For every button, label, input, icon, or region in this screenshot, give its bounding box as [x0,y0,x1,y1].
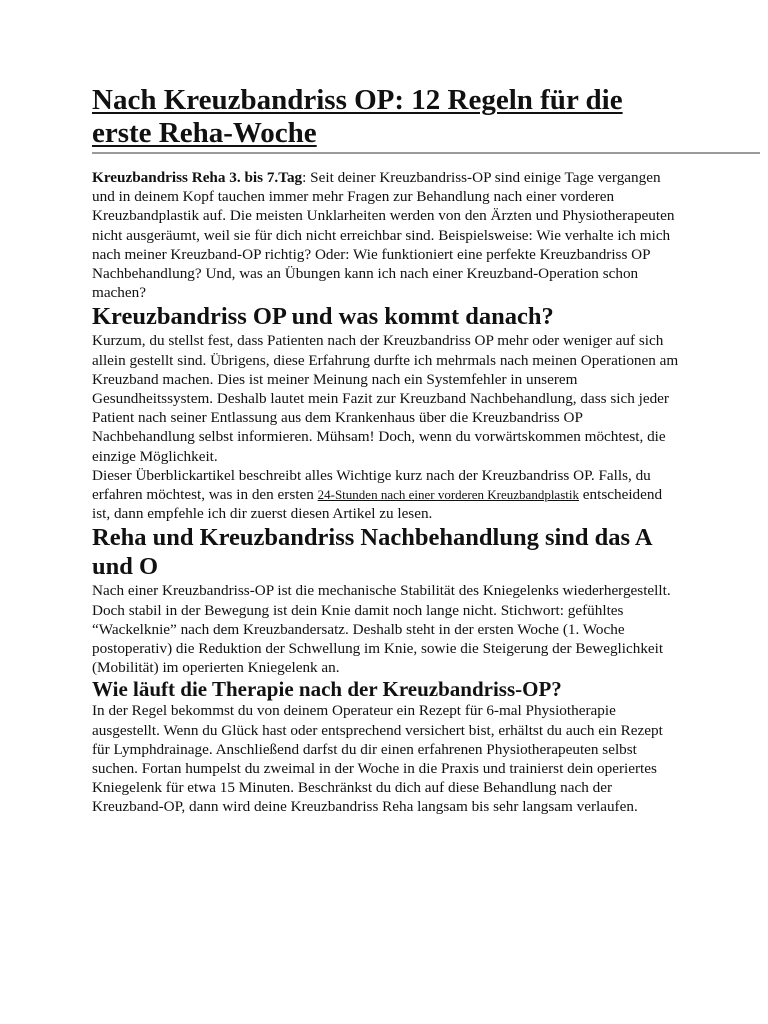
section2-paragraph: Nach einer Kreuzbandriss-OP ist die mechanische Stabilität des Kniegelenks wiederhergestellt. Doch stabil in der Bewegung ist dein Knie damit noch lange nicht. Stichwort: gefühltes “Wackelknie” nach dem Kreuzbandersatz. Deshalb steht in der ersten Woche (1. Woche postoperativ) die Reduktion der Schwellung im Knie, sowie die Steigerung der Beweglichkeit (Mobilität) im operierten Kniegelenk an. [92,582,671,677]
article-link-24-stunden[interactable]: 24-Stunden nach einer vorderen Kreuzbandplastik [317,487,579,503]
title-divider [92,152,760,154]
section1-paragraph-1: Kurzum, du stellst fest, dass Patienten nach der Kreuzbandriss OP mehr oder weniger auf sich allein gestellt sind. Übrigens, diese Erfahrung durfte ich mehrmals nach meinen Operationen am Kreuzband machen. Dies ist meiner Meinung nach ein Systemfehler in unserem Gesundheitssystem. Deshalb lautet mein Fazit zur Kreuzband Nachbehandlung, dass sich jeder Patient nach seiner Entlassung aus dem Krankenhaus über die Kreuzbandriss OP Nachbehandlung selbst informieren. Mühsam! Doch, wenn du vorwärtskommen möchtest, die einzige Möglichkeit. [92,332,679,465]
section3-paragraph: In der Regel bekommst du von deinem Operateur ein Rezept für 6-mal Physiotherapie ausgestellt. Wenn du Glück hast oder entsprechend versichert bist, erhältst du auch ein Rezept für Lymphdrainage. Anschließend darfst du dir einen erfahrenen Physiotherapeuten selbst suchen. Fortan humpelst du zweimal in der Woche in die Praxis und trainierst dein operiertes Kniegelenk für etwa 15 Minuten. Beschränkst du dich auf diese Behandlung nach der Kreuzband-OP, dann wird deine Kreuzbandriss Reha langsam bis sehr langsam verlaufen. [92,702,663,816]
section-heading-therapie: Wie läuft die Therapie nach der Kreuzbandriss-OP? [92,677,562,702]
section1-paragraph-2-after: entscheidend ist, dann empfehle ich dir zuerst diesen Artikel zu lesen. [92,486,663,523]
intro-lead: Kreuzbandriss Reha 3. bis 7.Tag [92,169,303,186]
document-page [92,84,760,817]
page-title: Nach Kreuzbandriss OP: 12 Regeln für die erste Reha-Woche [92,84,623,149]
section-heading-op-danach: Kreuzbandriss OP und was kommt danach? [92,303,554,331]
intro-text: : Seit deiner Kreuzbandriss-OP sind einige Tage vergangen und in deinem Kopf tauchen immer mehr Fragen zur Behandlung nach einer vorderen Kreuzbandplastik auf. Die meisten Unklarheiten werden von den Ärzten und Physiotherapeuten nicht ausgeräumt, weil sie für dich nicht erreichbar sind. Beispielsweise: Wie verhalte ich mich nach meiner Kreuzband-OP richtig? Oder: Wie funktioniert eine perfekte Kreuzbandriss OP Nachbehandlung? Und, was an Übungen kann ich nach einer Kreuzband-Operation schon machen? [92,169,675,302]
section1-paragraph-2 [92,466,682,524]
section1-paragraph-2-before: Dieser Überblickartikel beschreibt alles Wichtige kurz nach der Kreuzbandriss OP. Falls, du erfahren möchtest, was in den ersten [92,466,651,504]
intro-paragraph [92,168,682,302]
section-heading-reha-nachbehandlung: Reha und Kreuzbandriss Nachbehandlung sind das A und O [92,524,652,581]
